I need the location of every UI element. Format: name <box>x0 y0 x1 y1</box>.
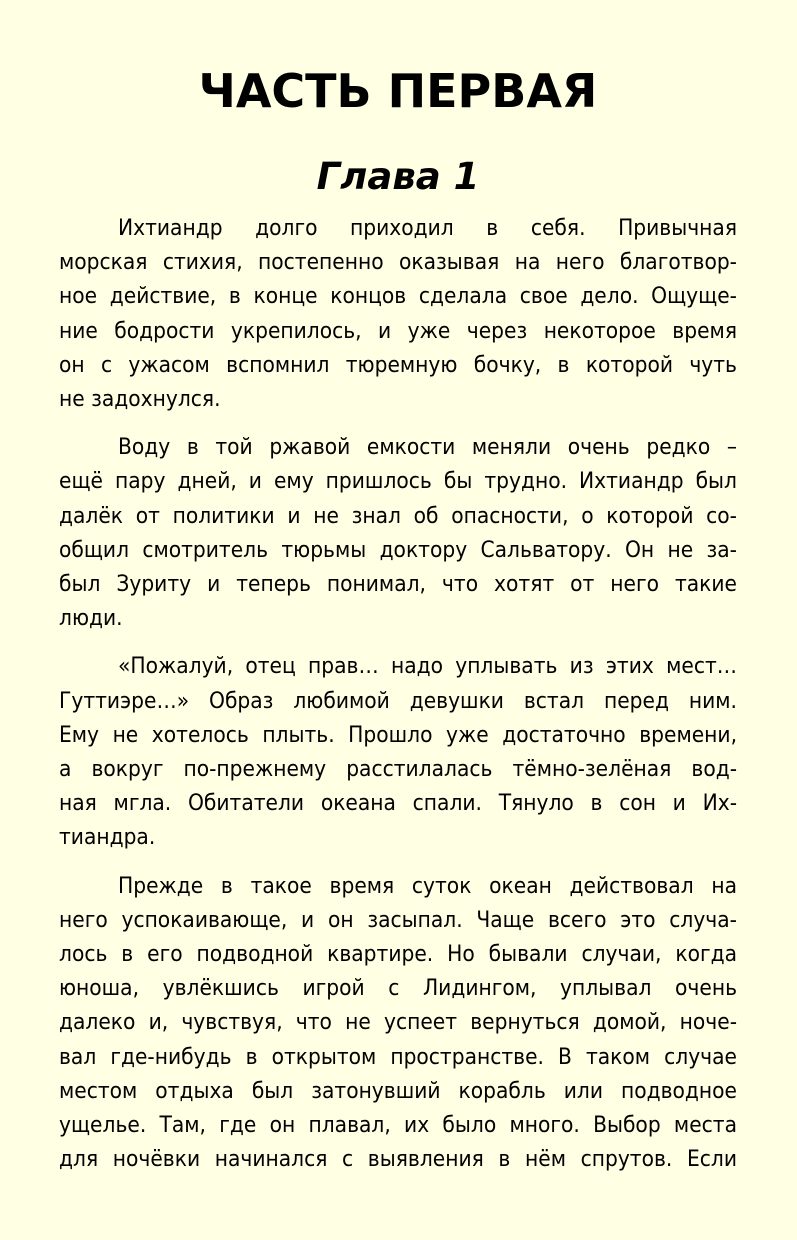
text-line: Ихтиандр долго приходил в себя. Привычная <box>118 215 737 241</box>
text-line: ная мгла. Обитатели океана спали. Тянуло в сон и Их- <box>59 790 737 817</box>
text-line: далеко и, чувствуя, что не успеет вернуться домой, ноче- <box>59 1009 737 1036</box>
text-line: тиандра. <box>59 824 156 851</box>
text-line: а вокруг по-прежнему расстилалась тёмно-зелёная вод- <box>59 756 737 783</box>
body-text <box>59 211 737 1176</box>
paragraph <box>59 649 737 854</box>
paragraph <box>59 430 737 635</box>
text-line: местом отдыха был затонувший корабль или подводное <box>59 1077 737 1104</box>
text-line: далёк от политики и не знал об опасности, о которой со- <box>59 502 737 529</box>
text-line: Воду в той ржавой емкости меняли очень редко – <box>118 434 737 461</box>
text-line: морская стихия, постепенно оказывая на него благотвор- <box>59 249 737 276</box>
text-line: он с ужасом вспомнил тюремную бочку, в которой чуть <box>59 351 737 378</box>
chapter-title: Глава 1 <box>316 155 480 198</box>
text-line: Гуттиэре…» Образ любимой девушки встал перед ним. <box>59 687 737 714</box>
part-title: ЧАСТЬ ПЕРВАЯ <box>198 64 598 118</box>
paragraph <box>59 869 737 1177</box>
text-line: юноша, увлёкшись игрой с Лидингом, уплывал очень <box>59 975 737 1002</box>
text-line: Ему не хотелось плыть. Прошло уже достаточно времени, <box>59 721 737 748</box>
text-line: был Зуриту и теперь понимал, что хотят от него такие <box>59 571 737 598</box>
text-line: Прежде в такое время суток океан действовал на <box>118 872 737 899</box>
text-line: ущелье. Там, где он плавал, их было много. Выбор места <box>59 1112 737 1139</box>
text-line: ещё пару дней, и ему пришлось бы трудно. Ихтиандр был <box>59 468 737 495</box>
text-line: не задохнулся. <box>59 386 221 413</box>
text-line: ние бодрости укрепилось, и уже через некоторое время <box>59 317 737 344</box>
text-line: общил смотритель тюрьмы доктору Сальватору. Он не за- <box>59 536 737 563</box>
text-line: лось в его подводной квартире. Но бывали случаи, когда <box>59 941 737 968</box>
text-line: «Пожалуй, отец прав… надо уплывать из этих мест… <box>118 653 737 680</box>
text-line: ное действие, в конце концов сделала свое дело. Ощуще- <box>59 283 737 310</box>
text-line: для ночёвки начинался с выявления в нём спрутов. Если <box>59 1146 737 1173</box>
text-line: вал где-нибудь в открытом пространстве. В таком случае <box>59 1043 737 1070</box>
paragraph <box>59 211 737 416</box>
text-line: люди. <box>59 605 123 632</box>
text-line: него успокаивающе, и он засыпал. Чаще всего это случа- <box>59 906 737 933</box>
